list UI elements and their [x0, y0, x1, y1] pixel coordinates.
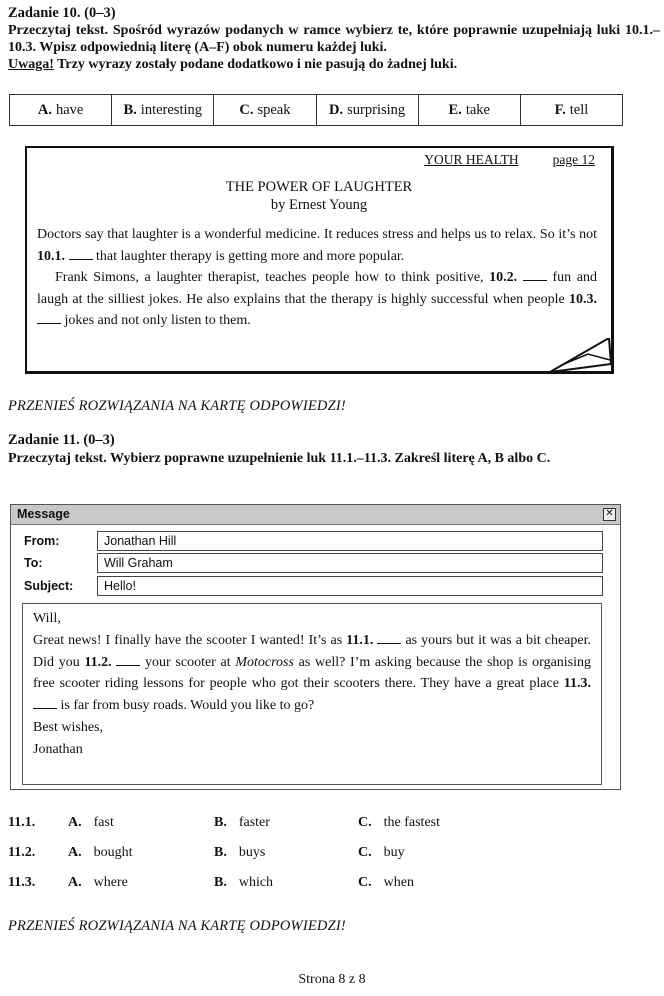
message-greeting: Will, — [33, 611, 61, 626]
article-author: by Ernest Young — [270, 197, 368, 213]
task10-heading: Zadanie 10. (0–3) — [8, 5, 116, 21]
article-title-block — [27, 178, 611, 214]
word-cell: F. tell — [554, 101, 589, 118]
option-c[interactable]: C. when — [358, 875, 414, 890]
option-c[interactable]: C. the fastest — [358, 815, 440, 830]
subject-label: Subject: — [24, 579, 74, 593]
magazine-section: YOUR HEALTH — [424, 152, 519, 167]
word-cell: A. have — [10, 95, 112, 125]
message-closing: Best wishes, — [33, 719, 103, 735]
subject-row — [11, 576, 620, 596]
close-icon[interactable]: ✕ — [603, 508, 616, 521]
option-c[interactable]: C. buy — [358, 845, 405, 860]
article-paragraph-2: Frank Simons, a laughter therapist, teaches people how to think positive, 10.2. fun and laugh at the silliest jokes. He also explains that the therapy is highly successful when people 10.3. jokes and not only listen to them. — [37, 270, 597, 328]
option-a[interactable]: A. bought — [68, 845, 133, 860]
article-body — [37, 224, 597, 332]
word-cell: E. take — [419, 95, 521, 125]
option-a[interactable]: A. where — [68, 875, 128, 890]
word-cell: C. speak — [214, 95, 316, 125]
from-field[interactable]: Jonathan Hill — [97, 531, 603, 551]
gap-line — [37, 311, 61, 324]
from-label: From: — [24, 534, 60, 548]
subject-field[interactable]: Hello! — [97, 576, 603, 596]
word-box — [9, 94, 623, 126]
page-curl-decoration — [550, 338, 612, 372]
option-a[interactable]: A. fast — [68, 815, 114, 830]
task11-instruction: Przeczytaj tekst. Wybierz poprawne uzupełnienie luk 11.1.–11.3. Zakreśl literę A, B albo C. — [8, 451, 551, 466]
page-number: Strona 8 z 8 — [298, 972, 366, 987]
task10-transfer-note: PRZENIEŚ ROZWIĄZANIA NA KARTĘ ODPOWIEDZI! — [8, 398, 346, 414]
note-text: Trzy wyrazy zostały podane dodatkowo i nie pasują do żadnej luki. — [53, 57, 458, 72]
option-b[interactable]: B. buys — [214, 845, 266, 860]
magazine-article — [25, 146, 614, 374]
magazine-header — [424, 152, 595, 168]
task11-transfer-note: PRZENIEŚ ROZWIĄZANIA NA KARTĘ ODPOWIEDZI! — [8, 918, 346, 934]
message-body[interactable] — [22, 603, 602, 785]
task10-instruction: Przeczytaj tekst. Spośród wyrazów podanych w ramce wybierz te, które poprawnie uzupełniają luki 10.1.–10.3. Wpisz odpowiednią literę (A–F) obok numeru każdej luki. Uwaga! Trzy wyrazy zostały podane dodatkowo i nie pasują do żadnej luki. — [8, 23, 660, 72]
article-paragraph-1: Doctors say that laughter is a wonderful medicine. It reduces stress and helps us to relax. So it’s not 10.1. that laughter therapy is getting more and more popular. — [37, 227, 597, 264]
gap-line — [69, 247, 93, 260]
message-window-title: Message — [17, 507, 70, 521]
magazine-page: page 12 — [552, 152, 595, 167]
from-row — [11, 531, 620, 551]
article-title: THE POWER OF LAUGHTER — [225, 179, 413, 195]
gap-line — [377, 631, 401, 644]
to-row — [11, 553, 620, 573]
message-text — [33, 608, 591, 761]
message-window — [10, 504, 621, 790]
option-b[interactable]: B. faster — [214, 815, 270, 830]
gap-line — [116, 653, 140, 666]
word-cell: D. surprising — [317, 95, 419, 125]
message-titlebar — [11, 505, 620, 525]
gap-line — [33, 696, 57, 709]
to-field[interactable]: Will Graham — [97, 553, 603, 573]
note-label: Uwaga! — [8, 57, 54, 72]
message-paragraph: Great news! I finally have the scooter I wanted! It’s as 11.1. as yours but it was a bit cheaper. Did you 11.2. your scooter at Motocross as well? I’m asking because the shop is organising free scooter riding lessons for people who got their scooters there. They have a great place 11.3. is far from busy roads. Would you like to go? — [33, 632, 592, 714]
to-label: To: — [24, 556, 43, 570]
gap-line — [523, 268, 547, 281]
option-b[interactable]: B. which — [214, 875, 274, 890]
exam-page: Zadanie 10. (0–3) Przeczytaj tekst. Spośród wyrazów podanych w ramce wybierz te, które poprawnie uzupełniają luki 10.1.–10.3. Wpisz odpowiednią literę (A–F) obok numeru każdej luki. Uwaga! Trzy wyrazy zostały podane dodatkowo i nie pasują do żadnej luki. A. have B. interesting C. speak D. surprising E. take F. tell YOUR HEALTH page 12 THE POWER OF LAUGHTER by Ernest Young Doctors say that laughter is a wonderful medicine. It reduces stress and helps us to relax. So it’s not 10.1. that laughter therapy is getting more and more popular. Frank Simons, a laughter therapist, teaches people how to think positive, 10.2. fun and laugh at the silliest jokes. He also explains that the therapy is highly successful when people 10.3. jokes and not only listen to them. PRZENIEŚ ROZWIĄZANIA NA KARTĘ ODPOWIEDZI! Zadanie 11. (0–3) Przeczytaj tekst. Wybierz poprawne uzupełnienie luk 11.1.–11.3. Zakreśl literę A, B albo C. Message ✕ From: Jonathan Hill To: Will Graham Subject: Hello! Will, Great news! I finally have the scooter I wanted! It’s as 11.1. as yours but it was a bit cheaper. Did you 11.2. your scooter at Motocross as well? I’m asking because the shop is organising free scooter riding lessons for people who got their scooters there. They have a great place 11.3. is far from busy roads. Would you like to go? Best wishes, Jonathan 11.1. A. fast B. faster C. the fastest 11.2. A. bought B. buys C. buy 11.3. A. where B. which C. when PRZENIEŚ ROZWIĄZANIA NA KARTĘ ODPOWIEDZI! Strona 8 z 8 — [0, 0, 664, 996]
message-signature: Jonathan — [33, 741, 83, 757]
word-cell: B. interesting — [112, 95, 214, 125]
task11-heading: Zadanie 11. (0–3) — [8, 432, 115, 448]
